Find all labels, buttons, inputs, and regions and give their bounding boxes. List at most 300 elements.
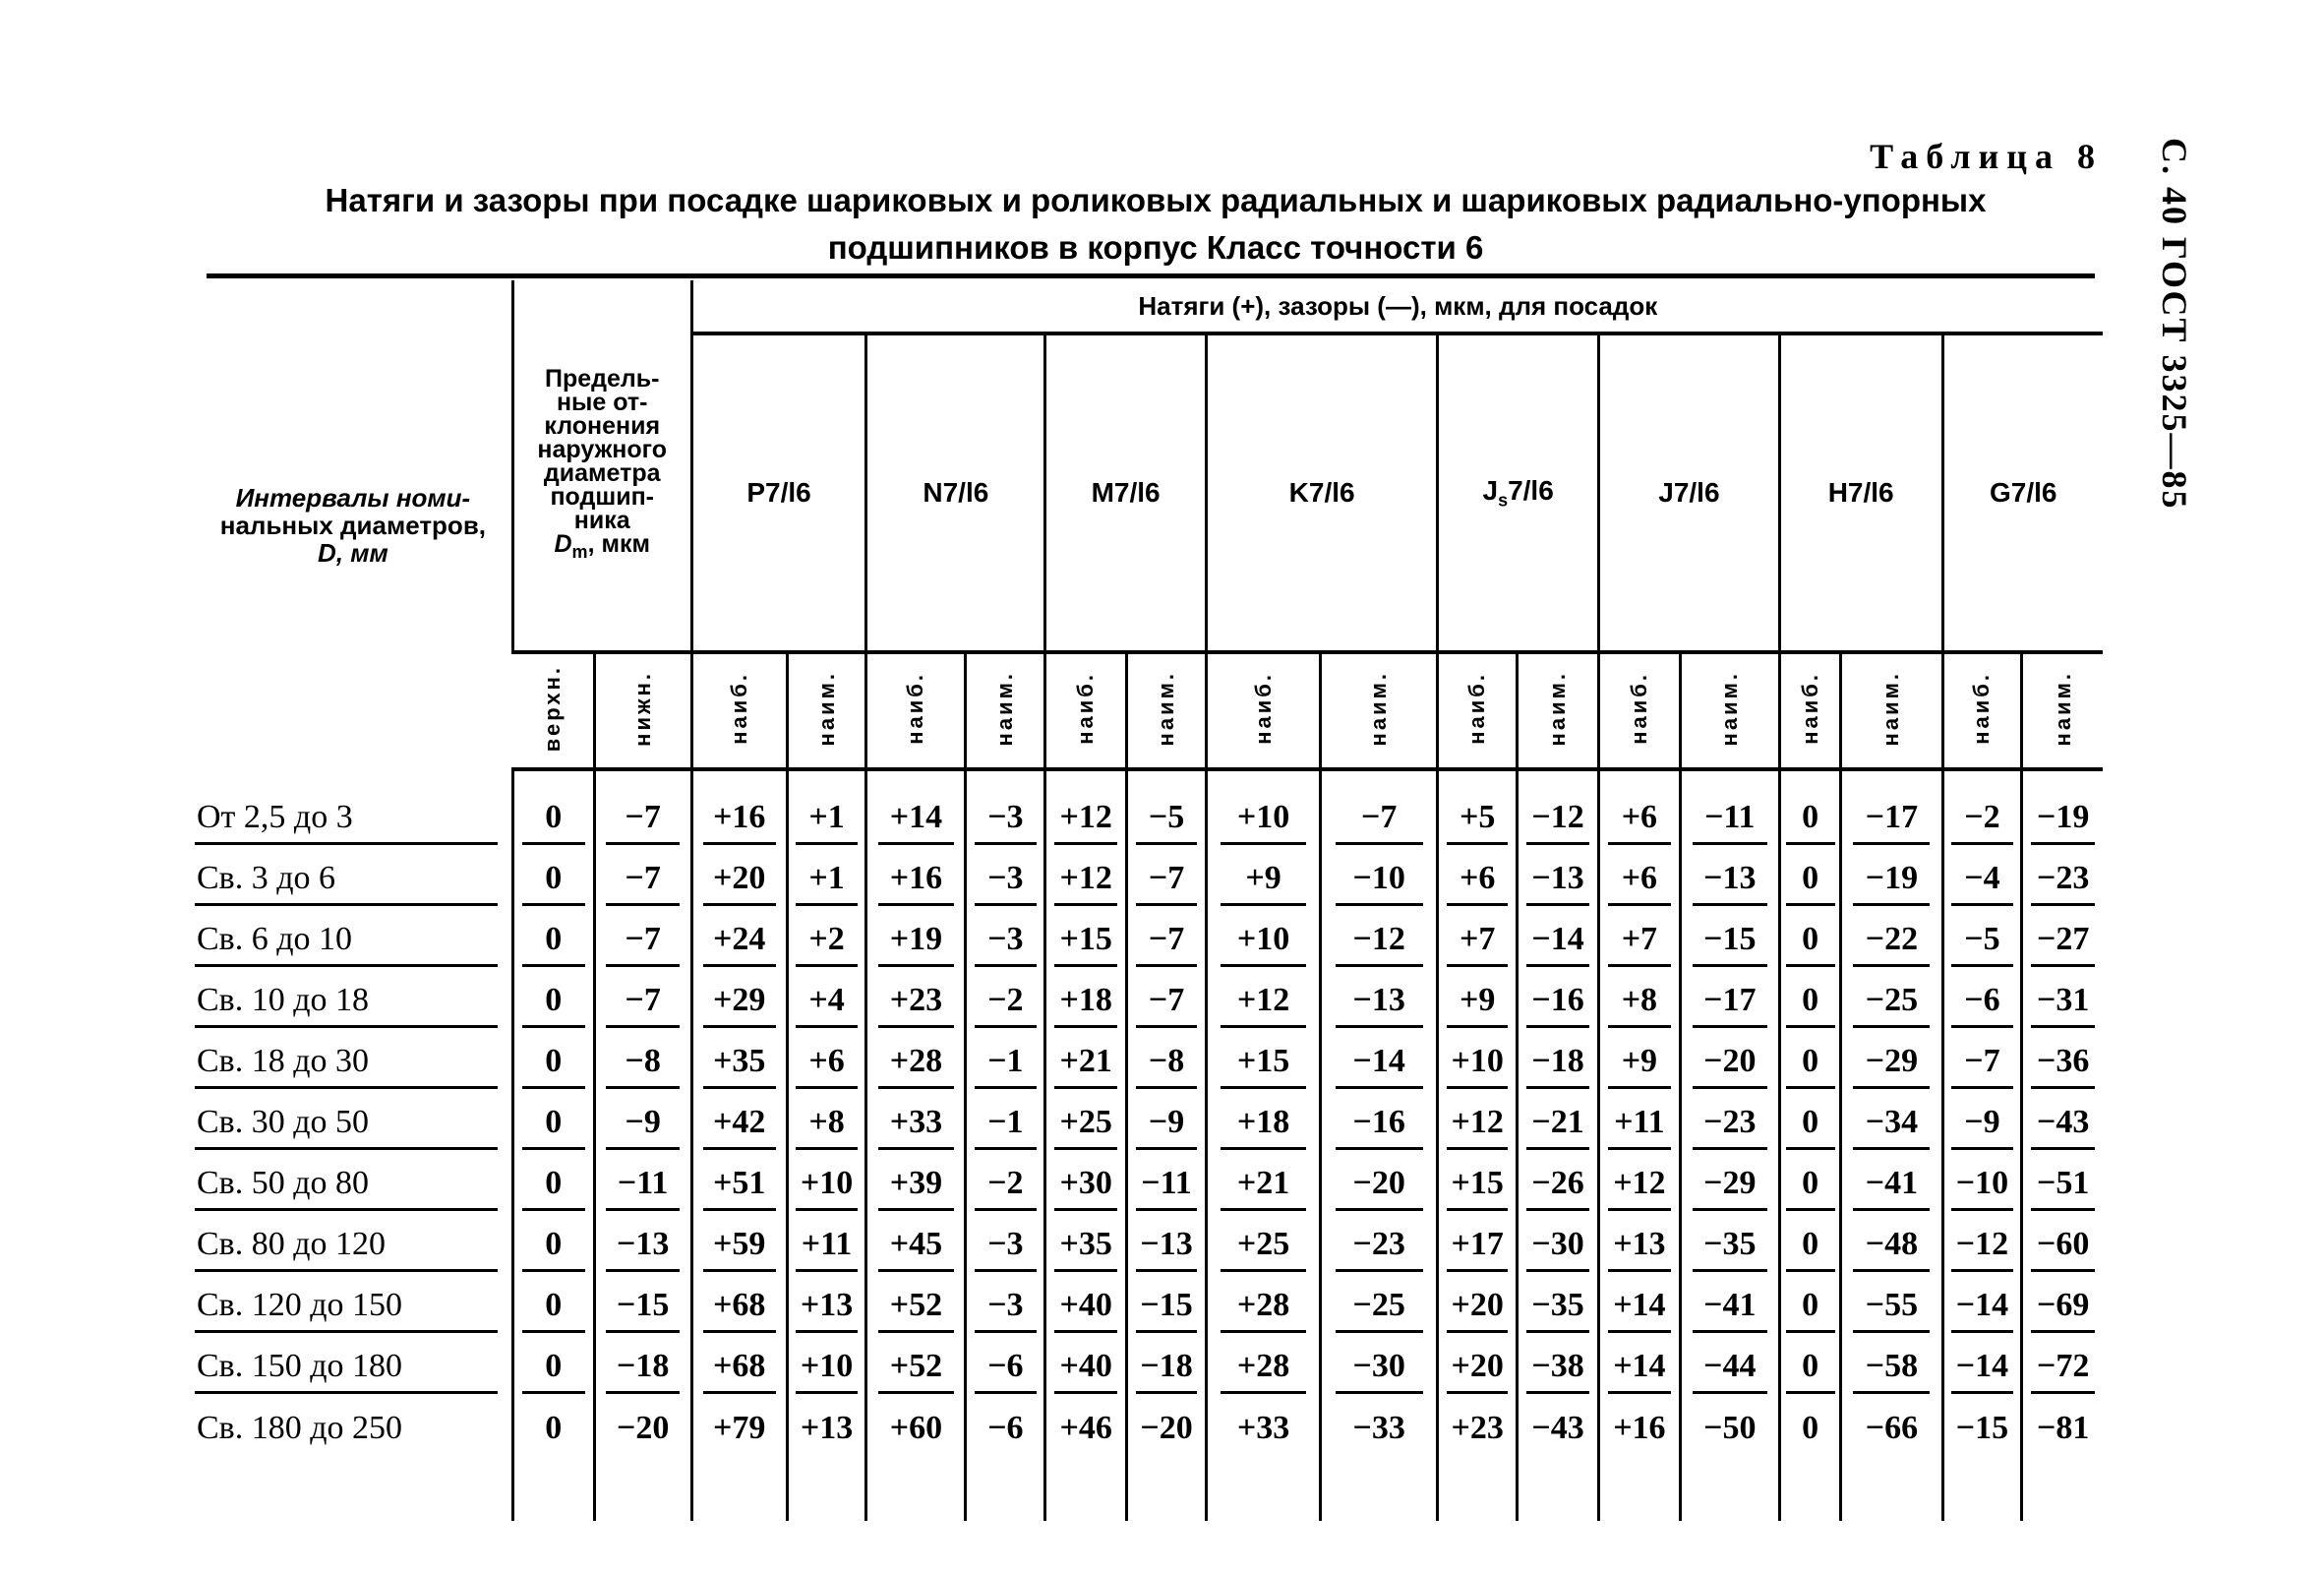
fit-m7: M7/l6 bbox=[1045, 333, 1207, 652]
value-text: +21 bbox=[1054, 1043, 1117, 1089]
subheader-max bbox=[866, 652, 966, 769]
value-text: +8 bbox=[1608, 982, 1671, 1028]
subheader-max-label: наиб. bbox=[1464, 672, 1490, 745]
value-text: +8 bbox=[796, 1104, 857, 1150]
value-cell bbox=[691, 1218, 787, 1279]
value-cell bbox=[966, 1157, 1045, 1218]
value-text: −29 bbox=[1853, 1043, 1930, 1089]
fit-n7: N7/l6 bbox=[866, 333, 1045, 652]
value-text: −13 bbox=[1693, 860, 1768, 906]
value-text: −81 bbox=[2036, 1410, 2090, 1446]
value-cell bbox=[1321, 974, 1438, 1035]
value-cell bbox=[594, 974, 691, 1035]
subheader-max-label: наиб. bbox=[726, 672, 751, 745]
value-cell bbox=[2022, 1340, 2103, 1401]
value-cell bbox=[1321, 1096, 1438, 1157]
value-cell bbox=[1438, 1279, 1518, 1340]
value-text: +1 bbox=[796, 799, 857, 845]
subheader-min-label: наим. bbox=[992, 670, 1018, 747]
value-text: +12 bbox=[1221, 982, 1306, 1028]
value-cell bbox=[1127, 913, 1207, 974]
range-label: Св. 120 до 150 bbox=[195, 1287, 498, 1333]
spacer-cell bbox=[787, 769, 866, 791]
spacer-cell bbox=[195, 769, 512, 791]
fit-h7: H7/l6 bbox=[1779, 333, 1942, 652]
value-cell bbox=[1127, 1096, 1207, 1157]
value-text: −72 bbox=[2031, 1348, 2094, 1394]
value-text: −23 bbox=[1336, 1226, 1423, 1272]
header-dev-line: ника bbox=[573, 507, 630, 534]
value-cell bbox=[2022, 1157, 2103, 1218]
value-cell bbox=[594, 791, 691, 852]
spacer-cell bbox=[1127, 769, 1207, 791]
value-text: −3 bbox=[975, 799, 1036, 845]
value-text: +12 bbox=[1054, 799, 1117, 845]
top-rule bbox=[207, 273, 2095, 278]
tail-cell bbox=[866, 1462, 966, 1521]
value-cell bbox=[1438, 1401, 1518, 1462]
range-cell bbox=[195, 1279, 512, 1340]
subheader-min-label: наим. bbox=[1878, 670, 1904, 747]
value-cell bbox=[1518, 1279, 1599, 1340]
value-cell bbox=[787, 791, 866, 852]
range-label: Св. 80 до 120 bbox=[195, 1226, 498, 1272]
value-text: +9 bbox=[1447, 982, 1508, 1028]
value-cell bbox=[866, 1401, 966, 1462]
value-text: 0 bbox=[522, 1043, 585, 1089]
value-text: −14 bbox=[1336, 1043, 1423, 1089]
value-text: −12 bbox=[1336, 921, 1423, 967]
subheader-max bbox=[1598, 652, 1680, 769]
value-cell bbox=[966, 1340, 1045, 1401]
value-cell bbox=[1779, 1096, 1841, 1157]
header-range-line-1: Интервалы номи- bbox=[235, 482, 471, 513]
value-cell bbox=[1942, 1401, 2022, 1462]
spacer-cell bbox=[1518, 769, 1599, 791]
tail-cell bbox=[2022, 1462, 2103, 1521]
value-text: −19 bbox=[1853, 860, 1930, 906]
value-text: +5 bbox=[1447, 799, 1508, 845]
value-cell bbox=[594, 1218, 691, 1279]
table-row bbox=[195, 913, 2103, 974]
spacer-cell bbox=[594, 769, 691, 791]
subheader-min bbox=[1680, 652, 1779, 769]
value-text: −27 bbox=[2031, 921, 2094, 967]
header-deviation bbox=[512, 280, 691, 652]
value-text: −6 bbox=[1951, 982, 2012, 1028]
value-cell bbox=[2022, 1401, 2103, 1462]
value-text: −20 bbox=[1336, 1165, 1423, 1211]
value-cell bbox=[691, 1340, 787, 1401]
value-text: 0 bbox=[545, 1410, 563, 1446]
value-text: +11 bbox=[796, 1226, 857, 1272]
value-text: −2 bbox=[1951, 799, 2012, 845]
value-cell bbox=[1598, 1401, 1680, 1462]
fit-js-subscript: s bbox=[1498, 490, 1509, 511]
value-text: −4 bbox=[1951, 860, 2012, 906]
value-text: +4 bbox=[796, 982, 857, 1028]
value-cell bbox=[1779, 1218, 1841, 1279]
value-text: −7 bbox=[1336, 799, 1423, 845]
value-text: −12 bbox=[1526, 799, 1589, 845]
range-cell bbox=[195, 1340, 512, 1401]
value-cell bbox=[1321, 913, 1438, 974]
value-cell bbox=[594, 1340, 691, 1401]
spacer-cell bbox=[691, 769, 787, 791]
value-text: +35 bbox=[1054, 1226, 1117, 1272]
subheader-min bbox=[1321, 652, 1438, 769]
value-cell bbox=[1518, 913, 1599, 974]
value-cell bbox=[1206, 1279, 1320, 1340]
value-text: −17 bbox=[1853, 799, 1930, 845]
value-cell bbox=[787, 1157, 866, 1218]
value-cell bbox=[1438, 852, 1518, 913]
value-text: −35 bbox=[1526, 1287, 1589, 1333]
header-range-line-2: нальных диаметров, bbox=[219, 510, 487, 540]
value-text: −7 bbox=[606, 982, 680, 1028]
value-cell bbox=[966, 1218, 1045, 1279]
subheader-min bbox=[1127, 652, 1207, 769]
value-text: +20 bbox=[1447, 1348, 1508, 1394]
value-text: −12 bbox=[1951, 1226, 2012, 1272]
value-cell bbox=[1518, 974, 1599, 1035]
table-row bbox=[195, 1157, 2103, 1218]
value-cell bbox=[1598, 1218, 1680, 1279]
value-text: −60 bbox=[2031, 1226, 2094, 1272]
value-text: +40 bbox=[1054, 1287, 1117, 1333]
value-cell bbox=[512, 1218, 594, 1279]
fit-js-main: J bbox=[1482, 474, 1499, 506]
range-label: Св. 50 до 80 bbox=[195, 1165, 498, 1211]
value-cell bbox=[1127, 1035, 1207, 1096]
range-cell bbox=[195, 1096, 512, 1157]
value-cell bbox=[866, 1218, 966, 1279]
value-cell bbox=[1321, 1218, 1438, 1279]
value-cell bbox=[1438, 791, 1518, 852]
value-cell bbox=[1680, 974, 1779, 1035]
value-text: +2 bbox=[796, 921, 857, 967]
value-cell bbox=[1680, 791, 1779, 852]
value-text: +9 bbox=[1608, 1043, 1671, 1089]
value-cell bbox=[1438, 974, 1518, 1035]
value-text: −1 bbox=[975, 1104, 1036, 1150]
value-text: +20 bbox=[1447, 1287, 1508, 1333]
subheader-min-label: наим. bbox=[1545, 670, 1571, 747]
value-text: +46 bbox=[1059, 1410, 1112, 1446]
value-text: −9 bbox=[1136, 1104, 1197, 1150]
value-cell bbox=[1045, 1401, 1127, 1462]
value-text: −58 bbox=[1853, 1348, 1930, 1394]
value-cell bbox=[1680, 1035, 1779, 1096]
range-label: Св. 6 до 10 bbox=[195, 921, 498, 967]
value-text: −16 bbox=[1526, 982, 1589, 1028]
tail-cell bbox=[1206, 1462, 1320, 1521]
value-text: +39 bbox=[878, 1165, 954, 1211]
value-text: −18 bbox=[1136, 1348, 1197, 1394]
tail-cell bbox=[1779, 1462, 1841, 1521]
value-text: −25 bbox=[1853, 982, 1930, 1028]
value-text: −23 bbox=[2031, 860, 2094, 906]
value-text: −10 bbox=[1951, 1165, 2012, 1211]
value-text: −21 bbox=[1526, 1104, 1589, 1150]
subheader-max bbox=[1045, 652, 1127, 769]
value-cell bbox=[1841, 1035, 1942, 1096]
spacer-cell bbox=[1206, 769, 1320, 791]
value-text: 0 bbox=[522, 1226, 585, 1272]
value-cell bbox=[594, 1035, 691, 1096]
range-cell bbox=[195, 852, 512, 913]
value-cell bbox=[1206, 974, 1320, 1035]
subheader-upper-label: верхн. bbox=[539, 664, 565, 753]
value-text: −18 bbox=[606, 1348, 680, 1394]
value-text: −7 bbox=[606, 860, 680, 906]
value-text: +33 bbox=[1236, 1410, 1290, 1446]
value-cell bbox=[866, 791, 966, 852]
value-cell bbox=[1206, 1096, 1320, 1157]
value-text: +14 bbox=[878, 799, 954, 845]
value-text: −13 bbox=[606, 1226, 680, 1272]
value-text: +6 bbox=[1608, 799, 1671, 845]
value-cell bbox=[1127, 852, 1207, 913]
value-text: +21 bbox=[1221, 1165, 1306, 1211]
value-text: −23 bbox=[1693, 1104, 1768, 1150]
value-cell bbox=[1841, 1401, 1942, 1462]
value-cell bbox=[1127, 974, 1207, 1035]
spacer-cell bbox=[1045, 769, 1127, 791]
value-text: 0 bbox=[522, 1287, 585, 1333]
value-cell bbox=[2022, 791, 2103, 852]
value-text: +13 bbox=[796, 1287, 857, 1333]
value-text: −3 bbox=[975, 1226, 1036, 1272]
value-cell bbox=[2022, 1035, 2103, 1096]
header-dev-line: подшип- bbox=[550, 483, 654, 511]
tail-cell bbox=[1045, 1462, 1127, 1521]
dev-unit-tail: , мкм bbox=[587, 530, 650, 558]
value-text: −34 bbox=[1853, 1104, 1930, 1150]
value-cell bbox=[966, 1279, 1045, 1340]
value-text: −3 bbox=[975, 921, 1036, 967]
value-cell bbox=[594, 1401, 691, 1462]
value-cell bbox=[1598, 1340, 1680, 1401]
value-text: +23 bbox=[878, 982, 954, 1028]
value-cell bbox=[1518, 1157, 1599, 1218]
value-text: −7 bbox=[1136, 982, 1197, 1028]
value-cell bbox=[1942, 1157, 2022, 1218]
value-cell bbox=[1779, 1035, 1841, 1096]
subheader-max bbox=[1438, 652, 1518, 769]
header-range bbox=[195, 280, 512, 769]
range-label: Св. 150 до 180 bbox=[195, 1348, 498, 1394]
value-text: 0 bbox=[522, 1104, 585, 1150]
value-cell bbox=[1841, 1279, 1942, 1340]
value-cell bbox=[1438, 1218, 1518, 1279]
value-text: +68 bbox=[703, 1348, 776, 1394]
value-cell bbox=[1841, 1218, 1942, 1279]
tail-cell bbox=[1438, 1462, 1518, 1521]
value-cell bbox=[1841, 913, 1942, 974]
value-cell bbox=[787, 913, 866, 974]
subheader-min bbox=[1841, 652, 1942, 769]
value-cell bbox=[512, 1157, 594, 1218]
value-cell bbox=[512, 1401, 594, 1462]
value-text: +68 bbox=[703, 1287, 776, 1333]
value-cell bbox=[1206, 1157, 1320, 1218]
value-cell bbox=[691, 852, 787, 913]
value-cell bbox=[1680, 1279, 1779, 1340]
subheader-min bbox=[787, 652, 866, 769]
value-text: −43 bbox=[1531, 1410, 1584, 1446]
fit-g7: G7/l6 bbox=[1990, 477, 2057, 508]
value-cell bbox=[966, 852, 1045, 913]
range-cell bbox=[195, 913, 512, 974]
value-cell bbox=[1206, 1218, 1320, 1279]
tail-cell bbox=[1942, 1462, 2022, 1521]
value-cell bbox=[1680, 1218, 1779, 1279]
subheader-max bbox=[691, 652, 787, 769]
table-row bbox=[195, 791, 2103, 852]
value-cell bbox=[1045, 1279, 1127, 1340]
value-text: −15 bbox=[1136, 1287, 1197, 1333]
range-label: Св. 10 до 18 bbox=[195, 982, 498, 1028]
dev-unit-symbol: D bbox=[554, 530, 572, 558]
value-text: +9 bbox=[1221, 860, 1306, 906]
subheader-min-label: наим. bbox=[1366, 670, 1392, 747]
value-cell bbox=[1942, 974, 2022, 1035]
value-text: +51 bbox=[703, 1165, 776, 1211]
value-text: −10 bbox=[1336, 860, 1423, 906]
value-cell bbox=[787, 852, 866, 913]
value-text: −35 bbox=[1693, 1226, 1768, 1272]
value-cell bbox=[966, 791, 1045, 852]
value-text: −30 bbox=[1336, 1348, 1423, 1394]
value-text: +10 bbox=[1447, 1043, 1508, 1089]
value-text: −55 bbox=[1853, 1287, 1930, 1333]
value-cell bbox=[1321, 1035, 1438, 1096]
tail-cell bbox=[1127, 1462, 1207, 1521]
value-cell bbox=[1779, 1401, 1841, 1462]
value-text: −6 bbox=[975, 1348, 1036, 1394]
value-text: −16 bbox=[1336, 1104, 1423, 1150]
subheader-max-label: наиб. bbox=[1797, 672, 1822, 745]
value-text: +10 bbox=[796, 1348, 857, 1394]
value-cell bbox=[1518, 1340, 1599, 1401]
value-text: −8 bbox=[1136, 1043, 1197, 1089]
value-cell bbox=[1518, 1096, 1599, 1157]
tail-cell bbox=[594, 1462, 691, 1521]
value-cell bbox=[787, 1035, 866, 1096]
value-text: 0 bbox=[1786, 799, 1835, 845]
value-text: −15 bbox=[1955, 1410, 2009, 1446]
value-text: 0 bbox=[522, 921, 585, 967]
value-text: 0 bbox=[1802, 1410, 1819, 1446]
value-text: +10 bbox=[1221, 799, 1306, 845]
dev-unit-subscript: m bbox=[571, 542, 588, 562]
value-text: 0 bbox=[1786, 1165, 1835, 1211]
value-cell bbox=[1518, 852, 1599, 913]
value-cell bbox=[1598, 1157, 1680, 1218]
subheader-lower bbox=[594, 652, 691, 769]
value-text: −7 bbox=[1951, 1043, 2012, 1089]
value-cell bbox=[866, 1096, 966, 1157]
value-cell bbox=[866, 1340, 966, 1401]
value-cell bbox=[691, 1096, 787, 1157]
value-text: 0 bbox=[522, 982, 585, 1028]
subheader-max-label: наиб. bbox=[903, 672, 928, 745]
header-dev-line: ные от- bbox=[556, 389, 648, 416]
value-cell bbox=[691, 974, 787, 1035]
value-text: −3 bbox=[975, 1287, 1036, 1333]
value-text: +15 bbox=[1054, 921, 1117, 967]
value-cell bbox=[512, 852, 594, 913]
value-cell bbox=[691, 791, 787, 852]
value-cell bbox=[1779, 1279, 1841, 1340]
value-text: −11 bbox=[1136, 1165, 1197, 1211]
value-cell bbox=[1438, 913, 1518, 974]
value-text: +15 bbox=[1447, 1165, 1508, 1211]
value-text: +16 bbox=[1613, 1410, 1666, 1446]
value-text: +28 bbox=[1221, 1287, 1306, 1333]
value-cell bbox=[594, 913, 691, 974]
value-cell bbox=[966, 1401, 1045, 1462]
value-text: +25 bbox=[1054, 1104, 1117, 1150]
value-cell bbox=[1045, 1218, 1127, 1279]
value-cell bbox=[1321, 791, 1438, 852]
table-row bbox=[195, 1279, 2103, 1340]
value-text: −22 bbox=[1853, 921, 1930, 967]
value-cell bbox=[1206, 1340, 1320, 1401]
value-cell bbox=[1779, 852, 1841, 913]
value-cell bbox=[1045, 852, 1127, 913]
value-cell bbox=[1045, 1157, 1127, 1218]
value-text: −50 bbox=[1703, 1410, 1757, 1446]
spacer-cell bbox=[1321, 769, 1438, 791]
value-cell bbox=[512, 974, 594, 1035]
spacer-cell bbox=[1598, 769, 1680, 791]
value-cell bbox=[966, 913, 1045, 974]
value-text: 0 bbox=[1786, 921, 1835, 967]
value-cell bbox=[787, 1218, 866, 1279]
value-text: −8 bbox=[606, 1043, 680, 1089]
spacer-cell bbox=[866, 769, 966, 791]
value-cell bbox=[1518, 1035, 1599, 1096]
value-cell bbox=[866, 1157, 966, 1218]
tail-cell bbox=[512, 1462, 594, 1521]
value-text: −11 bbox=[606, 1165, 680, 1211]
value-cell bbox=[2022, 1218, 2103, 1279]
value-cell bbox=[1942, 1218, 2022, 1279]
fits-table bbox=[195, 280, 2103, 1521]
value-cell bbox=[1779, 913, 1841, 974]
tail-cell bbox=[1841, 1462, 1942, 1521]
value-cell bbox=[1206, 791, 1320, 852]
value-cell bbox=[1045, 1096, 1127, 1157]
value-cell bbox=[512, 1340, 594, 1401]
value-cell bbox=[1206, 913, 1320, 974]
table-row bbox=[195, 1401, 2103, 1462]
value-text: −13 bbox=[1336, 982, 1423, 1028]
value-text: +10 bbox=[796, 1165, 857, 1211]
value-text: +28 bbox=[878, 1043, 954, 1089]
value-text: −18 bbox=[1526, 1043, 1589, 1089]
value-cell bbox=[1942, 1340, 2022, 1401]
value-text: 0 bbox=[522, 799, 585, 845]
value-text: 0 bbox=[1786, 1348, 1835, 1394]
value-text: 0 bbox=[1786, 1287, 1835, 1333]
value-cell bbox=[2022, 852, 2103, 913]
value-cell bbox=[594, 1096, 691, 1157]
table-row bbox=[195, 1218, 2103, 1279]
value-text: +29 bbox=[703, 982, 776, 1028]
